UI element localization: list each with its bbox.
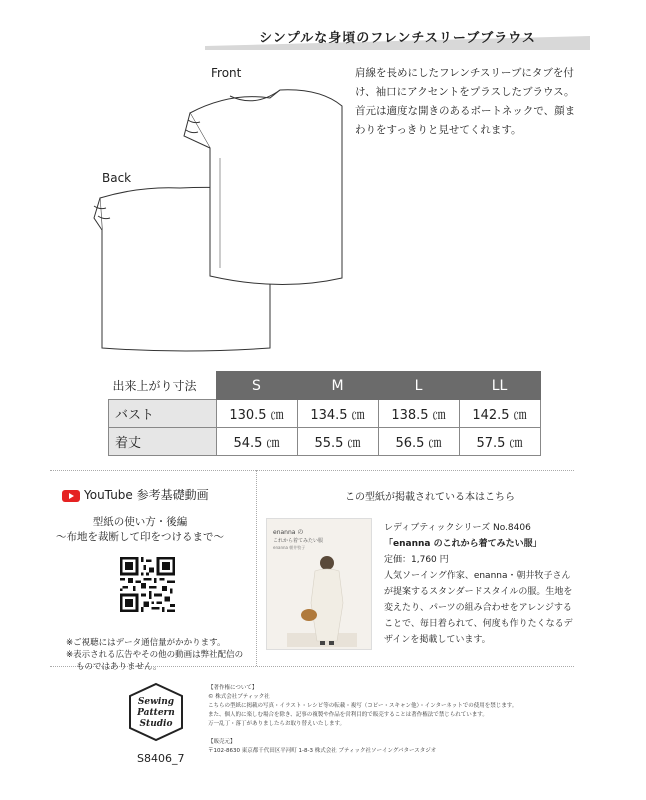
book-price: 定価：1,760 円 (384, 555, 449, 565)
bust-m: 134.5 ㎝ (297, 400, 378, 428)
book-title: 「enanna のこれから着てみたい服」 (384, 539, 542, 549)
row-label-bust: バスト (109, 400, 217, 428)
title-banner (205, 30, 590, 50)
logo-line-3: Studio (139, 719, 173, 729)
video-title[interactable] (40, 515, 240, 545)
youtube-heading (62, 486, 209, 503)
pattern-code: S8406_7 (137, 752, 185, 765)
size-col-s: S (216, 372, 297, 400)
qr-code-icon[interactable] (120, 557, 175, 612)
youtube-icon (62, 490, 80, 502)
front-label: Front (211, 66, 242, 80)
model-figure (287, 553, 357, 647)
length-s: 54.5 ㎝ (216, 428, 297, 456)
table-row (109, 428, 541, 456)
garment-illustration (80, 78, 350, 358)
cover-title-2: これから着てみたい服 (273, 538, 324, 544)
cover-author: enanna 朝井牧子 (273, 545, 306, 550)
page-title: シンプルな身頃のフレンチスリーブブラウス (259, 31, 536, 46)
bust-ll: 142.5 ㎝ (459, 400, 540, 428)
seller-head: 【販売元】 (208, 739, 236, 745)
description: 肩線を長めにしたフレンチスリーブにタブを付け、袖口にアクセントをプラスしたブラウス。首元は適度な開きのあるボートネックで、顔まわりをすっきりと見せてくれます。 (355, 67, 576, 136)
sewing-pattern-studio-logo (126, 682, 186, 742)
book-info (384, 520, 574, 648)
back-label: Back (102, 171, 132, 185)
size-table (108, 371, 541, 456)
length-ll: 57.5 ㎝ (459, 428, 540, 456)
book-heading: この型紙が掲載されている本はこちら (345, 492, 515, 503)
copyright-body-3: 万一乱丁・落丁がありましたらお取り替えいたします。 (208, 721, 346, 727)
bust-l: 138.5 ㎝ (378, 400, 459, 428)
video-title-line2: ～布地を裁断して印をつけるまで～ (56, 531, 224, 543)
row-label-length: 着丈 (109, 428, 217, 456)
size-header-row (109, 372, 541, 400)
youtube-notes (66, 637, 266, 673)
cover-title-1: enanna の (273, 529, 304, 536)
video-title-line1: 型紙の使い方・後編 (92, 516, 188, 528)
note-2: ※表示される広告やその他の動画は弊社配信の (66, 650, 244, 660)
copyright-notice (208, 684, 568, 756)
copyright-body-1: こちらの型紙に掲載の写真・イラスト・レシピ等の転載・複写（コピー・スキャン他）・インターネットでの使用を禁じます。 (208, 703, 518, 709)
copyright-owner: © 株式会社ブティック社 (208, 694, 270, 700)
note-3: ものではありません。 (76, 662, 162, 672)
size-col-ll: LL (459, 372, 540, 400)
divider-top (50, 470, 574, 471)
copyright-head: 【著作権について】 (208, 685, 258, 691)
size-col-m: M (297, 372, 378, 400)
note-1: ※ご視聴にはデータ通信量がかかります。 (66, 638, 226, 648)
table-row (109, 400, 541, 428)
logo-line-2: Pattern (137, 708, 175, 718)
length-l: 56.5 ㎝ (378, 428, 459, 456)
size-table-title: 出来上がり寸法 (112, 378, 197, 393)
seller-body: 〒102-8630 東京都千代田区平河町 1-8-3 株式会社 ブティック社ソーイングパタースタジオ (208, 748, 437, 754)
copyright-body-2: また、個人的に楽しむ場合を除き、記事の複製や作品を営利目的で販売することは著作権法で禁じられています。 (208, 712, 488, 718)
book-cover-image[interactable] (266, 518, 372, 650)
logo-line-1: Sewing (137, 697, 175, 707)
youtube-title: YouTube 参考基礎動画 (84, 488, 209, 502)
length-m: 55.5 ㎝ (297, 428, 378, 456)
size-col-l: L (378, 372, 459, 400)
bust-s: 130.5 ㎝ (216, 400, 297, 428)
book-body: 人気ソーイング作家、enanna・朝井牧子さんが提案するスタンダードスタイルの服。生地を変えたり、パーツの組み合わせをアレンジすることで、毎日着られて、何度も作りたくなるデザインを掲載しています。 (384, 571, 573, 645)
book-series: レディブティックシリーズ No.8406 (384, 523, 531, 533)
